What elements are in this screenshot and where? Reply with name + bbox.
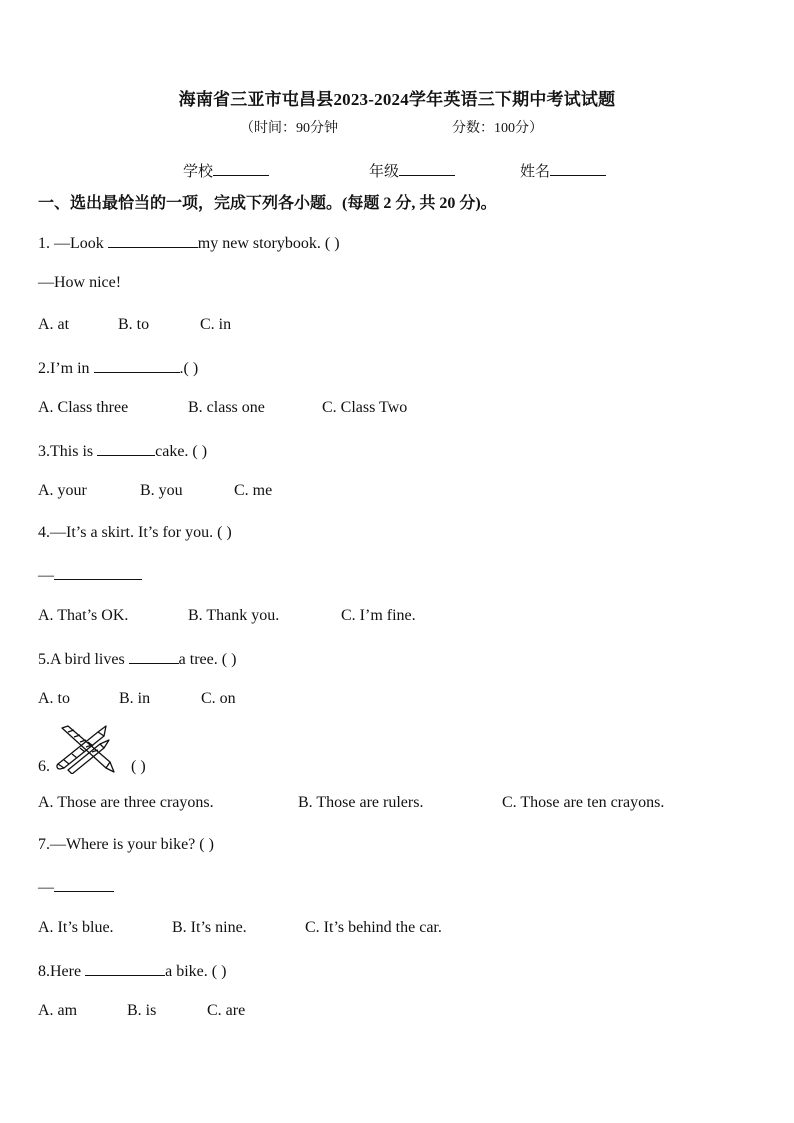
name-label: 姓名 [520,164,551,180]
question-5 [38,649,236,669]
q4-option-a[interactable]: A. That’s OK. [38,607,129,624]
question-7-reply [38,877,114,897]
question-7-reply-dash: — [38,879,54,896]
q4-option-c[interactable]: C. I’m fine. [341,607,416,624]
question-2-suffix: .( ) [179,360,199,377]
q7-option-b[interactable]: B. It’s nine. [172,919,247,936]
section-heading: 一、选出最恰当的一项，完成下列各小题。(每题 2 分, 共 20 分)。 [38,195,497,212]
question-1-blank[interactable] [108,233,198,248]
q3-option-c[interactable]: C. me [234,482,273,499]
q7-option-a[interactable]: A. It’s blue. [38,919,114,936]
q6-option-c[interactable]: C. Those are ten crayons. [502,794,665,811]
question-3 [38,441,207,461]
question-2 [38,358,198,378]
question-4-reply-dash: — [38,567,54,584]
question-5-suffix: a tree. ( ) [178,651,237,668]
q5-option-b[interactable]: B. in [119,690,151,707]
question-5-prefix: 5.A bird lives [38,651,129,668]
question-1-prefix: 1. —Look [38,235,108,252]
q3-option-b[interactable]: B. you [140,482,183,499]
page-title: 海南省三亚市屯昌县2023-2024学年英语三下期中考试试题 [178,90,616,109]
school-field[interactable] [183,160,269,181]
q8-option-a[interactable]: A. am [38,1002,78,1019]
q5-option-a[interactable]: A. to [38,690,70,707]
q1-option-c[interactable]: C. in [200,316,232,333]
question-8 [38,961,226,981]
question-8-blank[interactable] [85,961,165,976]
question-1-reply: —How nice! [38,274,122,291]
exam-score: 分数：100分） [452,121,543,136]
question-1 [38,233,340,253]
q5-option-c[interactable]: C. on [201,690,236,707]
question-8-suffix: a bike. ( ) [165,963,227,980]
question-6-number: 6. [38,758,50,775]
question-2-blank[interactable] [94,358,180,373]
q3-option-a[interactable]: A. your [38,482,87,499]
question-7: 7.—Where is your bike? ( ) [38,836,214,853]
question-7-blank[interactable] [54,877,114,892]
school-blank[interactable] [213,161,269,176]
name-blank[interactable] [550,161,606,176]
question-3-suffix: cake. ( ) [155,443,208,460]
crayons-icon [54,722,120,774]
question-4-blank[interactable] [54,565,142,580]
q8-option-b[interactable]: B. is [127,1002,157,1019]
question-6-paren: ( ) [131,758,146,775]
grade-field[interactable] [369,160,455,181]
q4-option-b[interactable]: B. Thank you. [188,607,280,624]
q2-option-b[interactable]: B. class one [188,399,265,416]
school-label: 学校 [183,164,214,180]
q6-option-a[interactable]: A. Those are three crayons. [38,794,214,811]
q2-option-a[interactable]: A. Class three [38,399,129,416]
question-1-suffix: my new storybook. ( ) [197,235,340,252]
question-3-blank[interactable] [97,441,155,456]
q8-option-c[interactable]: C. are [207,1002,246,1019]
question-4-reply [38,565,142,585]
name-field[interactable] [520,160,606,181]
question-8-prefix: 8.Here [38,963,86,980]
grade-label: 年级 [369,164,400,180]
q1-option-b[interactable]: B. to [118,316,150,333]
q6-option-b[interactable]: B. Those are rulers. [298,794,424,811]
question-5-blank[interactable] [129,649,179,664]
question-2-prefix: 2.I’m in [38,360,94,377]
q1-option-a[interactable]: A. at [38,316,70,333]
q7-option-c[interactable]: C. It’s behind the car. [305,919,442,936]
grade-blank[interactable] [399,161,455,176]
exam-time: （时间：90分钟 [240,121,338,136]
question-3-prefix: 3.This is [38,443,98,460]
q2-option-c[interactable]: C. Class Two [322,399,408,416]
question-4: 4.—It’s a skirt. It’s for you. ( ) [38,524,232,541]
